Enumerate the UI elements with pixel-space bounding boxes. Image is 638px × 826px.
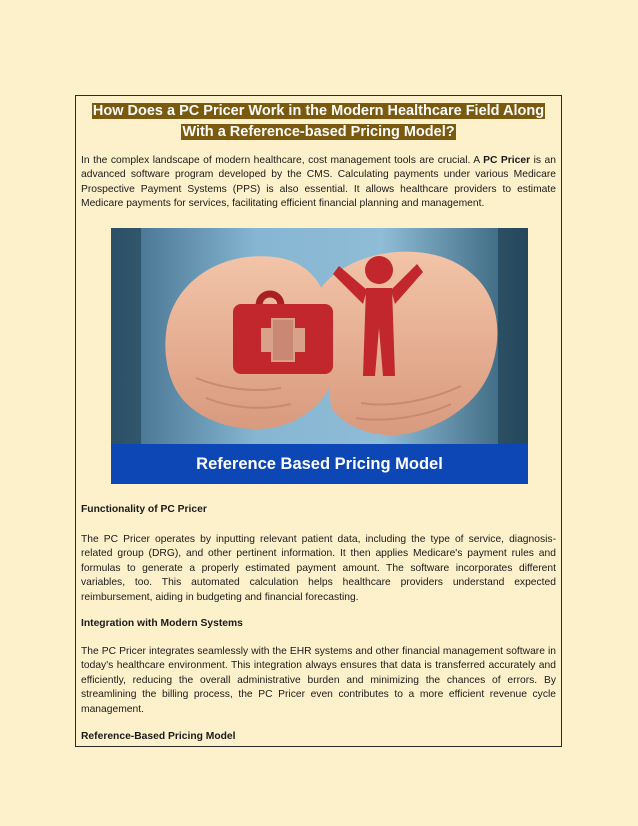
section-heading-integration: Integration with Modern Systems bbox=[81, 618, 243, 629]
pc-pricer-term: PC Pricer bbox=[483, 155, 531, 166]
intro-paragraph bbox=[81, 154, 556, 212]
section-body-functionality: The PC Pricer operates by inputting relevant patient data, including the type of service, diagnosis-related group (DRG), and other pertinent information. It then applies Medicare's payment rules and formulas to generate a properly estimated payment amount. The software incorporates different variables, too. This automated calculation helps healthcare providers understand expected reimbursement, aiding in budgeting and financial forecasting. bbox=[81, 534, 556, 603]
image-banner: Reference Based Pricing Model bbox=[111, 444, 528, 484]
section-body-integration: The PC Pricer integrates seamlessly with the EHR systems and other financial management software in today's healthcare environment. This integration always ensures that data is transferred accurately and efficiently, reducing the overall administrative burden and minimizing the chances of errors. By streamlining the billing process, the PC Pricer even contributes to a more efficient revenue cycle management. bbox=[81, 646, 556, 715]
section-heading-reference-based: Reference-Based Pricing Model bbox=[81, 731, 236, 742]
intro-text-end: is an advanced software program developed by the CMS. Calculating payments under various Medicare Prospective Payment Systems (PPS) is also essential. It allows healthcare providers to estimate Medicare payments for services, facilitating efficient financial planning and management. bbox=[81, 155, 556, 210]
title-line-1: How Does a PC Pricer Work in the Modern Healthcare Field Along bbox=[92, 103, 545, 119]
medical-kit-icon bbox=[233, 294, 333, 374]
page-title bbox=[76, 101, 561, 143]
section-heading-functionality: Functionality of PC Pricer bbox=[81, 504, 207, 515]
hands-illustration bbox=[111, 228, 528, 444]
title-line-2: With a Reference-based Pricing Model? bbox=[182, 124, 455, 140]
intro-text-start: In the complex landscape of modern healthcare, cost management tools are crucial. A bbox=[81, 155, 484, 166]
hero-image bbox=[111, 228, 528, 484]
document-frame bbox=[75, 95, 562, 747]
